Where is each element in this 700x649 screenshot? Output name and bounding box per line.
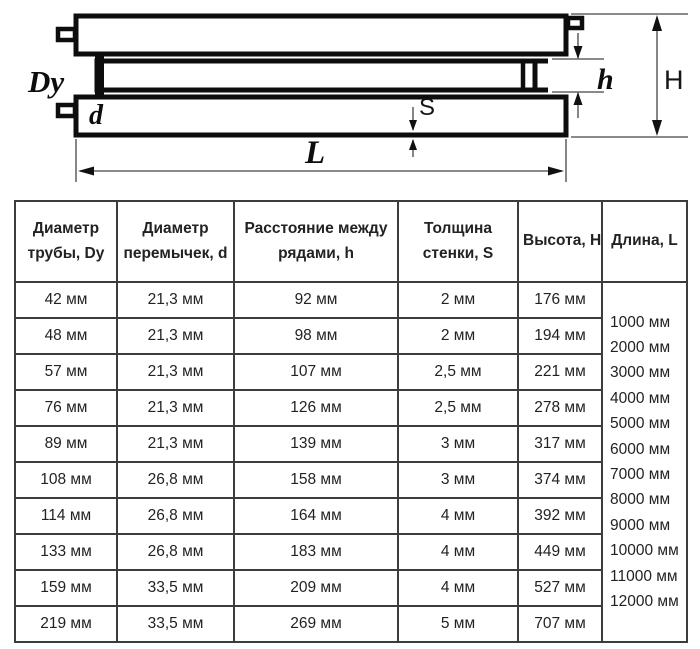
arrow-S-up: [409, 139, 417, 150]
table-cell: 26,8 мм: [117, 498, 234, 534]
label-L: L: [305, 135, 326, 171]
label-H: H: [664, 65, 684, 95]
length-value: 3000 мм: [610, 364, 671, 382]
register-drawing: [0, 0, 700, 198]
table-cell: 89 мм: [15, 426, 117, 462]
table-cell: 219 мм: [15, 606, 117, 642]
table-cell: 126 мм: [234, 390, 398, 426]
table-cell: 26,8 мм: [117, 534, 234, 570]
stub-bottom-left: [58, 105, 75, 116]
table-cell: 92 мм: [234, 282, 398, 318]
table-row: [15, 534, 687, 570]
label-h: h: [597, 63, 614, 96]
table-cell: 42 мм: [15, 282, 117, 318]
table-cell: 159 мм: [15, 570, 117, 606]
table-cell: 21,3 мм: [117, 390, 234, 426]
length-value: 9000 мм: [610, 516, 671, 534]
table-cell: 183 мм: [234, 534, 398, 570]
arrow-H-up: [652, 15, 662, 31]
table-cell: 176 мм: [518, 282, 602, 318]
table-row: [15, 606, 687, 642]
length-values-cell: [602, 282, 687, 642]
table-row: [15, 498, 687, 534]
table-row: [15, 570, 687, 606]
table-row: [15, 318, 687, 354]
length-value: 7000 мм: [610, 466, 671, 483]
length-value: 10000 мм: [610, 542, 679, 560]
table-cell: 194 мм: [518, 318, 602, 354]
table-cell: 317 мм: [518, 426, 602, 462]
left-jumper: [95, 55, 104, 96]
table-cell: 269 мм: [234, 606, 398, 642]
table-cell: 2 мм: [398, 318, 518, 354]
table-cell: 57 мм: [15, 354, 117, 390]
table-cell: 209 мм: [234, 570, 398, 606]
table-header: [15, 201, 687, 282]
table-cell: 527 мм: [518, 570, 602, 606]
spec-table: [14, 200, 688, 643]
table-cell: 107 мм: [234, 354, 398, 390]
table-cell: 21,3 мм: [117, 354, 234, 390]
table-cell: 114 мм: [15, 498, 117, 534]
label-S: S: [419, 94, 436, 121]
table-cell: 278 мм: [518, 390, 602, 426]
table-row: [15, 282, 687, 318]
table-cell: 2,5 мм: [398, 354, 518, 390]
table-cell: 164 мм: [234, 498, 398, 534]
table-cell: 133 мм: [15, 534, 117, 570]
arrow-H-down: [652, 120, 662, 136]
table-cell: 98 мм: [234, 318, 398, 354]
table-cell: 4 мм: [398, 498, 518, 534]
top-pipe: [76, 16, 566, 54]
table-cell: 449 мм: [518, 534, 602, 570]
header-height: Высота, H: [518, 201, 602, 282]
table-body: [15, 282, 687, 642]
table-row: [15, 426, 687, 462]
table-cell: 2,5 мм: [398, 390, 518, 426]
length-value: 1000 мм: [610, 313, 671, 331]
stub-top-right: [568, 18, 582, 28]
arrow-h-down: [574, 46, 583, 59]
table-cell: 158 мм: [234, 462, 398, 498]
table-cell: 3 мм: [398, 462, 518, 498]
table-cell: 21,3 мм: [117, 426, 234, 462]
label-d: d: [89, 100, 103, 131]
table-cell: 21,3 мм: [117, 282, 234, 318]
header-pipe-diameter: Диаметр трубы, Dy: [15, 201, 117, 282]
table-cell: 392 мм: [518, 498, 602, 534]
length-value: 8000 мм: [610, 491, 671, 509]
length-value: 4000 мм: [610, 389, 671, 407]
arrow-h-up: [574, 92, 583, 105]
arrow-L-left: [78, 167, 94, 176]
table-cell: 3 мм: [398, 426, 518, 462]
length-value: 2000 мм: [610, 338, 671, 356]
stub-top-left: [58, 29, 75, 40]
length-value: 6000 мм: [610, 440, 671, 458]
table-cell: 4 мм: [398, 534, 518, 570]
table-cell: 139 мм: [234, 426, 398, 462]
table-cell: 48 мм: [15, 318, 117, 354]
table-row: [15, 462, 687, 498]
header-length: Длина, L: [602, 201, 687, 282]
length-value: 12000 мм: [610, 593, 679, 611]
header-row: [15, 201, 687, 282]
table-cell: 108 мм: [15, 462, 117, 498]
table-cell: 33,5 мм: [117, 606, 234, 642]
table-cell: 76 мм: [15, 390, 117, 426]
table-cell: 5 мм: [398, 606, 518, 642]
table-cell: 707 мм: [518, 606, 602, 642]
table-cell: 2 мм: [398, 282, 518, 318]
table-row: [15, 354, 687, 390]
table-cell: 221 мм: [518, 354, 602, 390]
table-cell: 374 мм: [518, 462, 602, 498]
length-value: 11000 мм: [610, 567, 678, 585]
table-row: [15, 390, 687, 426]
pipe-gap-frame: [97, 61, 535, 90]
table-cell: 4 мм: [398, 570, 518, 606]
length-value: 5000 мм: [610, 415, 671, 433]
bottom-pipe: [76, 97, 566, 135]
label-Dy: Dy: [28, 64, 65, 99]
table-cell: 21,3 мм: [117, 318, 234, 354]
header-jumper-diameter: Диаметр перемычек, d: [117, 201, 234, 282]
table-cell: 33,5 мм: [117, 570, 234, 606]
header-wall-thickness: Толщина стенки, S: [398, 201, 518, 282]
table-cell: 26,8 мм: [117, 462, 234, 498]
header-row-spacing: Расстояние между рядами, h: [234, 201, 398, 282]
arrow-L-right: [548, 167, 564, 176]
